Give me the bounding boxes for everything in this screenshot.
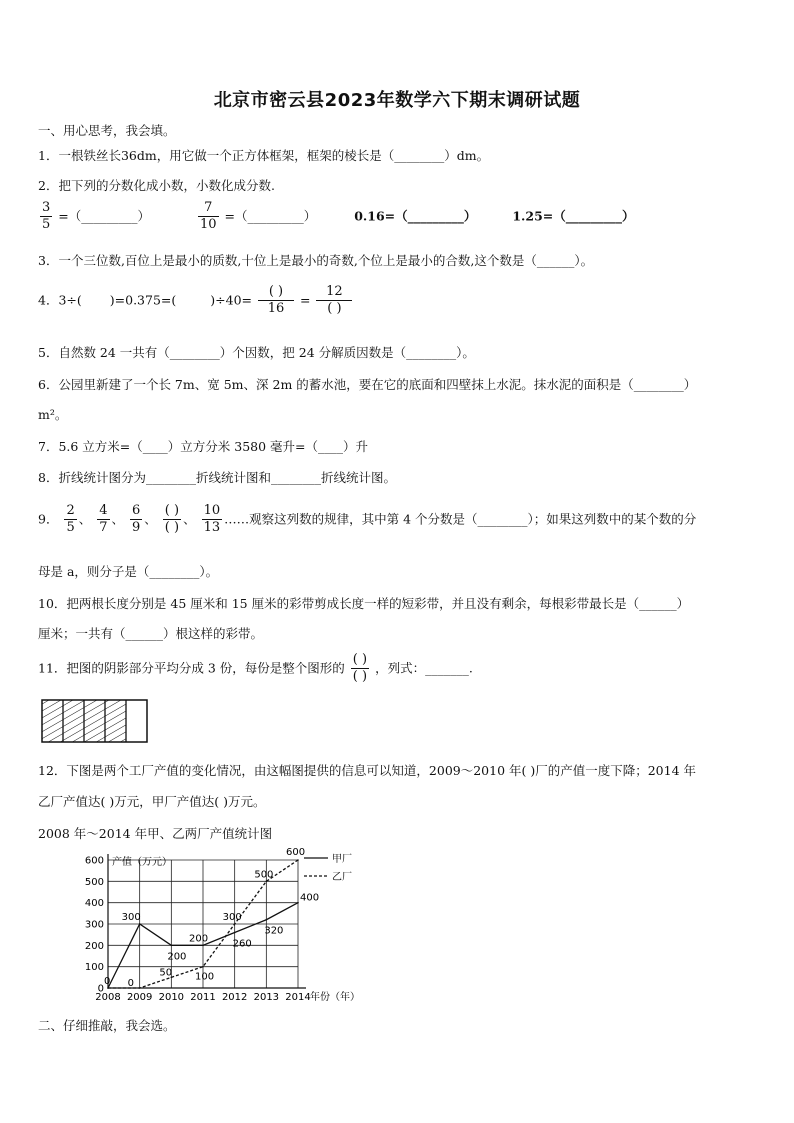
data-label: 300 <box>222 912 242 923</box>
separator: 、 <box>183 511 196 527</box>
q9-lead: 9． <box>38 511 59 527</box>
shaded-part <box>84 700 105 742</box>
data-label: 300 <box>121 912 141 923</box>
data-point <box>139 923 141 925</box>
fraction-numerator: 10 <box>202 503 223 520</box>
question-12-line-1: 12．下图是两个工厂产值的变化情况，由这幅图提供的信息可以知道，2009～2010 年( )厂的产值一度下降；2014 年 <box>38 763 697 778</box>
x-tick-label: 2010 <box>158 992 185 1003</box>
data-point <box>297 859 299 861</box>
data-label: 0 <box>127 978 135 989</box>
question-4 <box>38 284 354 318</box>
shaded-rectangle-figure <box>40 698 150 746</box>
fraction-denominator: 7 <box>99 520 108 536</box>
x-tick-label: 2009 <box>126 992 153 1003</box>
data-point <box>234 932 236 934</box>
data-point <box>107 987 109 989</box>
data-label: 400 <box>300 892 320 904</box>
data-label: 0 <box>104 976 111 987</box>
y-tick-label: 400 <box>84 898 104 910</box>
separator: 、 <box>78 511 92 527</box>
q9-fraction-5 <box>202 503 223 537</box>
question-9 <box>38 503 696 537</box>
x-tick-label: 2014 <box>285 992 311 1003</box>
fraction-denominator: 9 <box>132 520 141 536</box>
fraction-numerator: 6 <box>130 503 142 520</box>
y-axis-label: 产值（万元） <box>112 857 172 868</box>
question-7: 7．5.6 立方米=（____）立方分米 3580 毫升=（____）升 <box>38 439 369 454</box>
data-label: 200 <box>189 933 209 945</box>
data-point <box>266 881 268 883</box>
fraction-7-10 <box>198 200 219 234</box>
chart-legend <box>304 853 352 883</box>
data-label: 200 <box>167 951 187 963</box>
section-1-heading: 一、用心思考，我会填。 <box>38 123 176 138</box>
question-6-line-2: m²。 <box>38 407 68 422</box>
question-9-line-2: 母是 a，则分子是（________）。 <box>38 564 219 579</box>
decimal-item-1: 0.16=（_________） <box>354 208 477 224</box>
fraction-denominator: 10 <box>199 217 217 233</box>
data-label: 100 <box>195 971 215 983</box>
data-point <box>139 987 141 989</box>
question-8: 8．折线统计图分为________折线统计图和________折线统计图。 <box>38 470 396 485</box>
fraction-denominator: 5 <box>66 520 75 536</box>
fraction-numerator: 12 <box>316 284 352 301</box>
y-tick-label: 500 <box>84 876 104 888</box>
fraction-numerator: ( ) <box>351 652 369 669</box>
x-tick-label: 2013 <box>253 992 280 1003</box>
separator: 、 <box>111 511 125 527</box>
fraction-numerator: 4 <box>97 503 109 520</box>
decimal-item-2: 1.25=（_________） <box>512 208 635 224</box>
question-10-line-2: 厘米；一共有（______）根这样的彩带。 <box>38 626 264 641</box>
data-label: 260 <box>232 938 252 950</box>
question-5: 5．自然数 24 一共有（________）个因数，把 24 分解质因数是（________）。 <box>38 345 475 360</box>
question-2: 2．把下列的分数化成小数，小数化成分数. <box>38 178 275 193</box>
shaded-part <box>63 700 84 742</box>
data-point <box>266 919 268 921</box>
q4-lead: 4．3÷( <box>38 292 82 308</box>
shaded-part <box>105 700 126 742</box>
q4-equals: = <box>299 292 311 308</box>
legend-label: 乙厂 <box>332 872 352 883</box>
y-tick-label: 0 <box>97 983 104 995</box>
chart-caption: 2008 年～2014 年甲、乙两厂产值统计图 <box>38 826 273 841</box>
y-tick-label: 200 <box>84 940 104 952</box>
fraction-3-5 <box>40 200 52 234</box>
fraction-numerator: 7 <box>198 200 219 217</box>
q11-lead: 11．把图的阴影部分平均分成 3 份，每份是整个图形的 <box>38 660 345 676</box>
separator: 、 <box>144 511 157 527</box>
fraction-denominator: ( ) <box>164 520 180 536</box>
x-tick-label: 2011 <box>190 992 216 1003</box>
data-label: 600 <box>286 848 306 858</box>
fraction-numerator: 3 <box>40 200 52 217</box>
fraction-denominator: 5 <box>42 217 51 233</box>
q9-fraction-3 <box>130 503 142 537</box>
fraction-denominator: 13 <box>203 520 221 536</box>
x-tick-label: 2012 <box>221 992 248 1003</box>
section-2-heading: 二、仔细推敲，我会选。 <box>38 1018 176 1033</box>
y-tick-label: 300 <box>84 919 104 931</box>
fraction-numerator: ( ) <box>163 503 181 520</box>
question-12-line-2: 乙厂产值达( )万元，甲厂产值达( )万元。 <box>38 794 266 809</box>
question-6-line-1: 6．公园里新建了一个长 7m、宽 5m、深 2m 的蓄水池，要在它的底面和四壁抹上水泥。抹水泥的面积是（________） <box>38 377 697 392</box>
question-10-line-1: 10．把两根长度分别是 45 厘米和 15 厘米的彩带剪成长度一样的短彩带，并且没有剩余，每根彩带最长是（______） <box>38 596 690 611</box>
x-axis-label: 年份（年） <box>310 992 360 1003</box>
fraction-numerator: 2 <box>64 503 76 520</box>
data-point <box>171 945 173 947</box>
q9-fraction-1 <box>64 503 76 537</box>
page-title: 北京市密云县2023年数学六下期末调研试题 <box>213 90 581 111</box>
data-label: 50 <box>159 967 173 979</box>
fraction-denominator: ( ) <box>327 301 342 317</box>
data-label: 500 <box>254 869 274 881</box>
fraction-denominator: 16 <box>267 301 285 317</box>
q4-fraction-2 <box>316 284 352 318</box>
data-point <box>202 966 204 968</box>
legend-label: 甲厂 <box>332 854 352 865</box>
question-3: 3．一个三位数,百位上是最小的质数,十位上是最小的奇数,个位上是最小的合数,这个数是（______）。 <box>38 253 594 268</box>
data-point <box>202 945 204 947</box>
y-tick-label: 600 <box>84 855 104 867</box>
q4-mid1: )=0.375=( <box>109 292 177 308</box>
q9-fraction-4 <box>163 503 181 537</box>
answer-blank-2: =（_________） <box>224 208 317 224</box>
q9-tail: ……观察这列数的规律，其中第 4 个分数是（________）；如果这列数中的某个数的分 <box>224 511 697 527</box>
q11-fraction <box>351 652 369 686</box>
q4-fraction-1 <box>258 284 294 318</box>
answer-blank-1: =（_________） <box>58 208 150 224</box>
question-11 <box>38 652 473 686</box>
question-1: 1．一根铁丝长36dm，用它做一个正方体框架，框架的棱长是（________）dm。 <box>38 148 490 163</box>
shaded-part <box>42 700 63 742</box>
data-label: 320 <box>264 925 284 937</box>
q9-fraction-2 <box>97 503 109 537</box>
data-point <box>297 902 299 904</box>
line-chart <box>70 848 380 1006</box>
question-2-items <box>38 200 635 234</box>
data-point <box>234 923 236 925</box>
q4-mid2: )÷40= <box>210 292 252 308</box>
q11-tail: ，列式：_______. <box>375 660 473 676</box>
y-tick-label: 100 <box>84 962 104 974</box>
fraction-denominator: ( ) <box>352 669 368 685</box>
fraction-numerator: ( ) <box>258 284 294 301</box>
x-tick-label: 2008 <box>95 992 121 1003</box>
chart-labels <box>85 848 360 1003</box>
